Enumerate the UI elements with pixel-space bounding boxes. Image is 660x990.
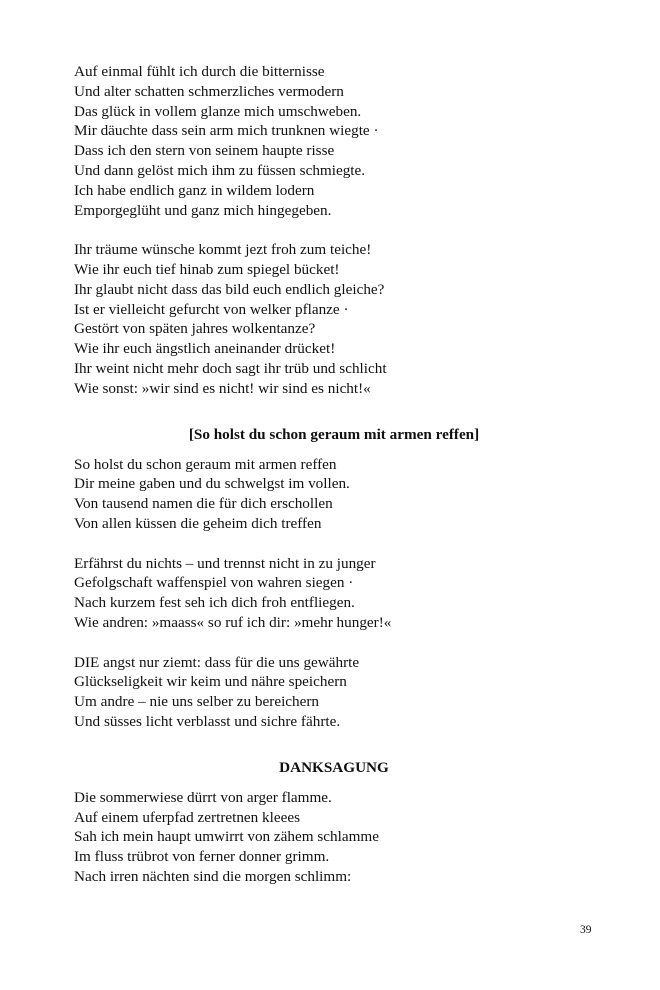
verse-line: Gefolgschaft waffenspiel von wahren siegen · xyxy=(74,574,354,592)
verse-line: Ich habe endlich ganz in wildem lodern xyxy=(74,181,315,199)
verse-line: DIE angst nur ziemt: dass für die uns gewährte xyxy=(74,653,360,671)
verse-line: Das glück in vollem glanze mich umschweben. xyxy=(74,102,362,120)
verse-line: Wie sonst: »wir sind es nicht! wir sind es nicht!« xyxy=(74,379,371,397)
verse-line: Ihr träume wünsche kommt jezt froh zum teiche! xyxy=(74,241,372,259)
verse-line: Von tausend namen die für dich erschollen xyxy=(74,495,333,513)
verse-line: Im fluss trübrot von ferner donner grimm. xyxy=(74,848,330,866)
title-gap xyxy=(74,778,614,788)
verse-line: Die sommerwiese dürrt von arger flamme. xyxy=(74,788,332,806)
verse-line: Ihr weint nicht mehr doch sagt ihr trüb und schlicht xyxy=(74,359,387,377)
verse-line: Gestört von späten jahres wolkentanze? xyxy=(74,320,316,338)
verse-line: Auf einem uferpfad zertretnen kleees xyxy=(74,808,301,826)
section-gap xyxy=(74,399,614,425)
poem3-title: DANKSAGUNG xyxy=(279,758,389,776)
verse-line: Von allen küssen die geheim dich treffen xyxy=(74,514,322,532)
verse-line: Emporgeglüht und ganz mich hingegeben. xyxy=(74,201,332,219)
poem1-stanza2 xyxy=(74,240,614,398)
poem1-stanza1 xyxy=(74,62,614,220)
verse-line: So holst du schon geraum mit armen reffen xyxy=(74,455,337,473)
title-gap xyxy=(74,445,614,455)
section-gap xyxy=(74,732,614,758)
verse-line: Ihr glaubt nicht dass das bild euch endlich gleiche? xyxy=(74,280,385,298)
verse-line: Nach kurzem fest seh ich dich froh entfliegen. xyxy=(74,594,355,612)
verse-line: Um andre – nie uns selber zu bereichern xyxy=(74,693,320,711)
verse-line: Nach irren nächten sind die morgen schlimm: xyxy=(74,867,352,885)
page-body xyxy=(74,62,614,887)
poem3-stanza1 xyxy=(74,788,614,887)
stanza-gap xyxy=(74,633,614,653)
verse-line: Erfährst du nichts – und trennst nicht in zu junger xyxy=(74,554,376,572)
verse-line: Ist er vielleicht gefurcht von welker pflanze · xyxy=(74,300,349,318)
poem2-stanza2 xyxy=(74,554,614,633)
page-number: 39 xyxy=(580,924,592,936)
verse-line: Dass ich den stern von seinem haupte risse xyxy=(74,142,335,160)
verse-line: Und süsses licht verblasst und sichre fährte. xyxy=(74,712,341,730)
poem2-stanza3 xyxy=(74,653,614,732)
verse-line: Wie ihr euch tief hinab zum spiegel bücket! xyxy=(74,260,340,278)
verse-line: Auf einmal fühlt ich durch die bitternisse xyxy=(74,63,325,80)
poem2-title: [So holst du schon geraum mit armen reffen] xyxy=(188,425,480,443)
verse-line: Wie ihr euch ängstlich aneinander drücket! xyxy=(74,340,336,358)
verse-line: Dir meine gaben und du schwelgst im vollen. xyxy=(74,475,350,493)
stanza-gap xyxy=(74,534,614,554)
verse-line: Und dann gelöst mich ihm zu füssen schmiegte. xyxy=(74,161,366,179)
verse-line: Glückseligkeit wir keim und nähre speichern xyxy=(74,673,347,691)
stanza-gap xyxy=(74,220,614,240)
verse-line: Sah ich mein haupt umwirrt von zähem schlamme xyxy=(74,828,379,846)
verse-line: Mir däuchte dass sein arm mich trunknen wiegte · xyxy=(74,122,379,140)
poem2-stanza1 xyxy=(74,455,614,534)
verse-line: Wie andren: »maass« so ruf ich dir: »mehr hunger!« xyxy=(74,613,392,631)
verse-line: Und alter schatten schmerzliches vermodern xyxy=(74,82,344,100)
